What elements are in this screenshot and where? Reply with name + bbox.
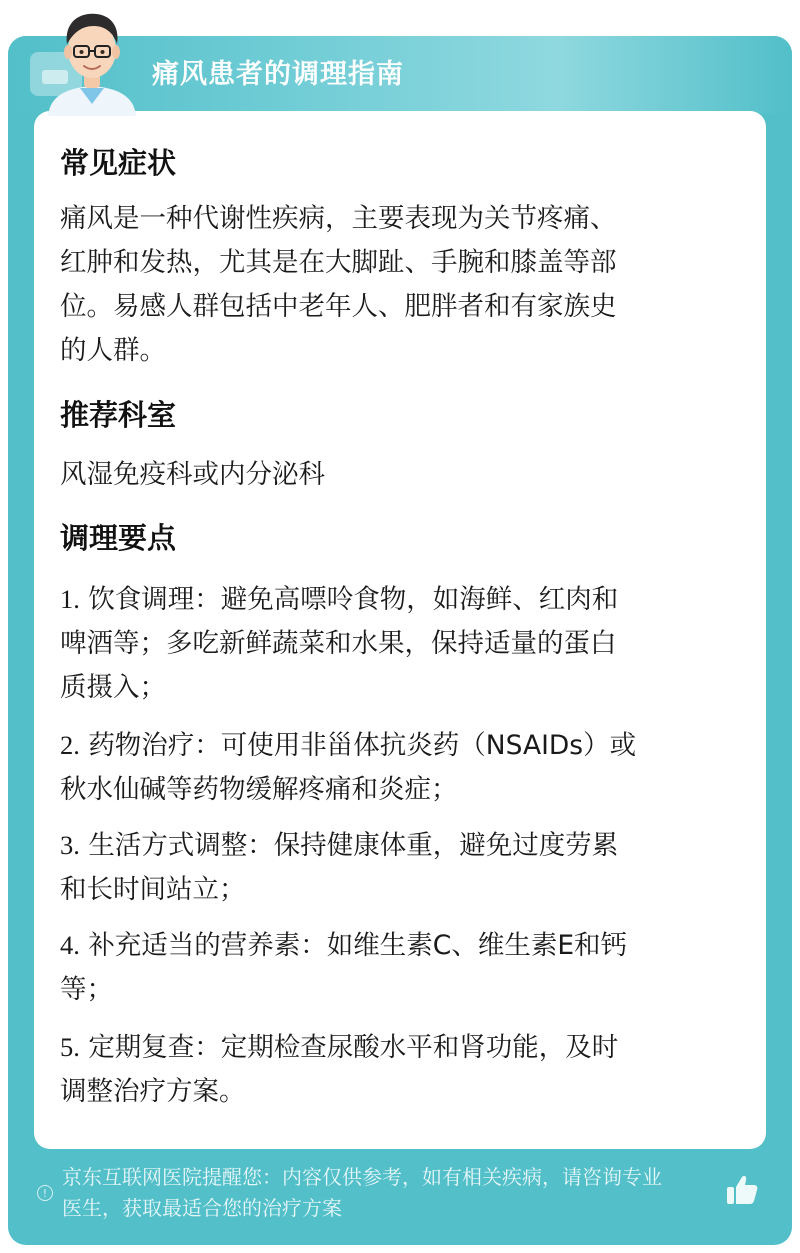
section-title-care-points: 调理要点 [60, 521, 177, 555]
text-line: 等； [60, 974, 113, 1005]
item-text: 生活方式调整：保持健康体重，避免过度劳累 [88, 830, 619, 861]
text-line: 秋水仙碱等药物缓解疼痛和炎症； [60, 774, 458, 805]
disclaimer-line: 京东互联网医院提醒您：内容仅供参考，如有相关疾病，请咨询专业 [62, 1165, 662, 1189]
thumbs-up-icon[interactable] [724, 1172, 760, 1208]
item-number: 2. [60, 730, 80, 760]
symptoms-text [60, 197, 744, 373]
text-line [60, 577, 744, 622]
department-text [60, 453, 744, 497]
text-line: 痛风是一种代谢性疾病，主要表现为关节疼痛、 [60, 203, 617, 234]
item-number: 3. [60, 830, 80, 860]
section-title-symptoms: 常见症状 [60, 146, 177, 180]
item-text: 饮食调理：避免高嘌呤食物，如海鲜、红肉和 [88, 584, 619, 615]
text-line: 和长时间站立； [60, 874, 246, 905]
care-item-5 [60, 1025, 744, 1114]
text-line [60, 823, 744, 868]
section-title-department: 推荐科室 [60, 398, 177, 432]
doctor-avatar [44, 4, 140, 116]
care-item-4 [60, 923, 744, 1012]
text-line: 红肿和发热，尤其是在大脚趾、手腕和膝盖等部 [60, 247, 617, 278]
text-line [60, 723, 744, 768]
text-line: 调整治疗方案。 [60, 1076, 246, 1107]
page-title: 痛风患者的调理指南 [152, 59, 404, 90]
item-number: 5. [60, 1032, 80, 1062]
text-line: 质摄入； [60, 672, 166, 703]
text-line: 风湿免疫科或内分泌科 [60, 459, 325, 490]
item-text: 补充适当的营养素：如维生素C、维生素E和钙 [88, 930, 628, 961]
content-card [34, 111, 766, 1149]
text-line [60, 1025, 744, 1070]
text-line: 的人群。 [60, 335, 166, 366]
care-item-2 [60, 723, 744, 812]
text-line: 啤酒等；多吃新鲜蔬菜和水果，保持适量的蛋白 [60, 628, 617, 659]
text-line: 位。易感人群包括中老年人、肥胖者和有家族史 [60, 291, 617, 322]
item-number: 1. [60, 584, 80, 614]
care-item-3 [60, 823, 744, 912]
disclaimer-line: 医生，获取最适合您的治疗方案 [62, 1196, 342, 1220]
info-icon: ! [37, 1185, 53, 1201]
item-number: 4. [60, 930, 80, 960]
text-line [60, 923, 744, 968]
disclaimer [62, 1162, 732, 1224]
item-text: 定期复查：定期检查尿酸水平和肾功能，及时 [88, 1032, 619, 1063]
care-item-1 [60, 577, 744, 710]
item-text: 药物治疗：可使用非甾体抗炎药（NSAIDs）或 [88, 730, 637, 761]
